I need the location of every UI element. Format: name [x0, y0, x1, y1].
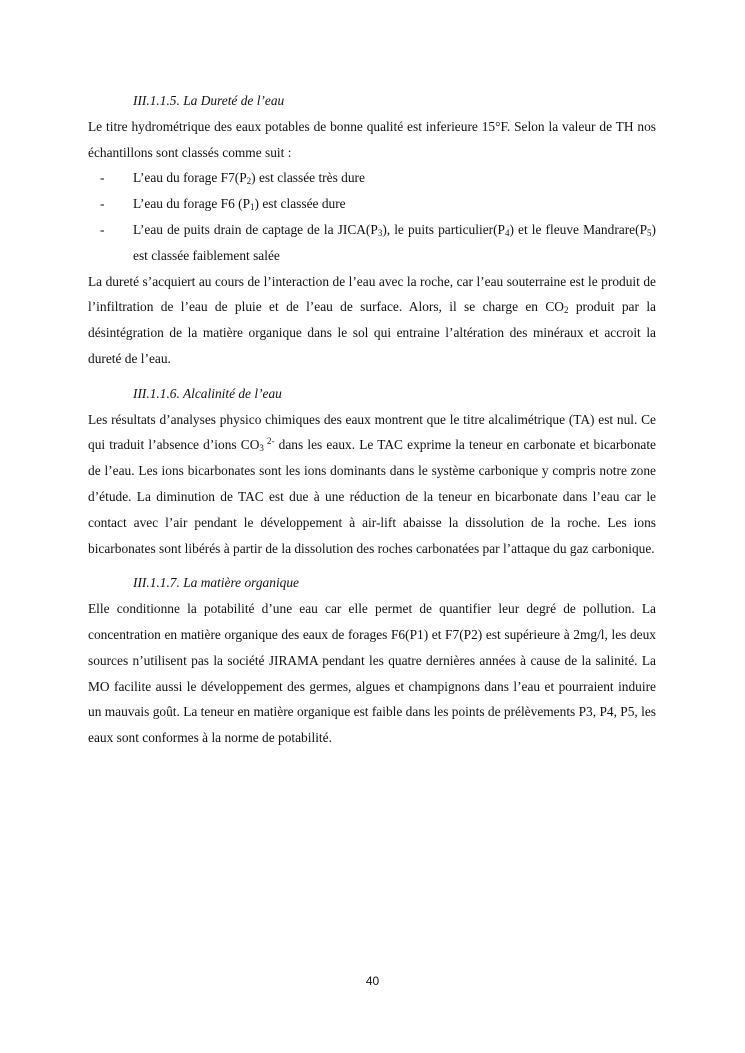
section-heading-matiere-organique: III.1.1.7. La matière organique: [133, 575, 299, 591]
paragraph-alcalinite: Les résultats d’analyses physico chimiques des eaux montrent que le titre alcalimétrique (TA) est nul. Ce qui traduit l’absence d’ions $CO_3$ $^{2-}$ dans les eaux. Le TAC exprime la teneur en carbonate et bicarbonate de l’eau. Les ions bicarbonates sont les ions dominants dans le système carbonique y compris notre zone d’étude. La diminution de TAC est due à une réduction de la teneur en bicarbonate dans l’eau car le contact avec l’air pendant le développement à air-lift abaisse la dissolution de la roche. Les ions bicarbonates sont libérés à partir de la dissolution des roches carbonatées par l’attaque du gaz carbonique.: [88, 411, 656, 556]
bullet-dash: -: [100, 196, 105, 212]
section-gap: [88, 561, 656, 570]
bullet-list-durete: [88, 165, 656, 268]
list-item: - L’eau du forage F6 $(P_1)$ est classée dure: [88, 191, 656, 217]
list-item: - L’eau du forage $F7(P_2)$ est classée très dure: [88, 165, 656, 191]
page-number: 40: [365, 974, 380, 988]
section-heading-durete: III.1.1.5. La Dureté de l’eau: [133, 93, 285, 108]
page-body: [88, 88, 656, 751]
paragraph-durete-intro: Le titre hydrométrique des eaux potables de bonne qualité est inferieure 15°F. Selon la valeur de TH nos échantillons sont classés comme suit :: [88, 118, 656, 160]
paragraph-durete-acquisition: La dureté s’acquiert au cours de l’interaction de l’eau avec la roche, car l’eau souterraine est le produit de l’infiltration de l’eau de pluie et de l’eau de surface. Alors, il se charge en $CO_2$ produit par la désintégration de la matière organique dans le sol qui entraine l’altération des minéraux et accroit la dureté de l’eau.: [88, 273, 656, 366]
bullet-dash: -: [100, 170, 105, 186]
paragraph-matiere-organique: Elle conditionne la potabilité d’une eau car elle permet de quantifier leur degré de pollution. La concentration en matière organique des eaux de forages F6(P1) et F7(P2) est supérieure à 2mg/l, les deux sources n’utilisent pas la société JIRAMA pendant les quatre dernières années à cause de la salinité. La MO facilite aussi le développement des germes, algues et champignons dans l’eau et pourraient induire un mauvais goût. La teneur en matière organique est faible dans les points de prélèvements P3, P4, P5, les eaux sont conformes à la norme de potabilité.: [88, 601, 656, 746]
section-heading-alcalinite: III.1.1.6. Alcalinité de l’eau: [133, 385, 282, 401]
section-gap: [88, 372, 656, 381]
list-item: - L’eau de puits drain de captage de la $JICA(P_3)$, le puits $particulier(P_4)$ et le fleuve $Mandrare(P_5)$ est classée faiblement salée: [88, 217, 656, 269]
bullet-dash: -: [100, 221, 105, 237]
